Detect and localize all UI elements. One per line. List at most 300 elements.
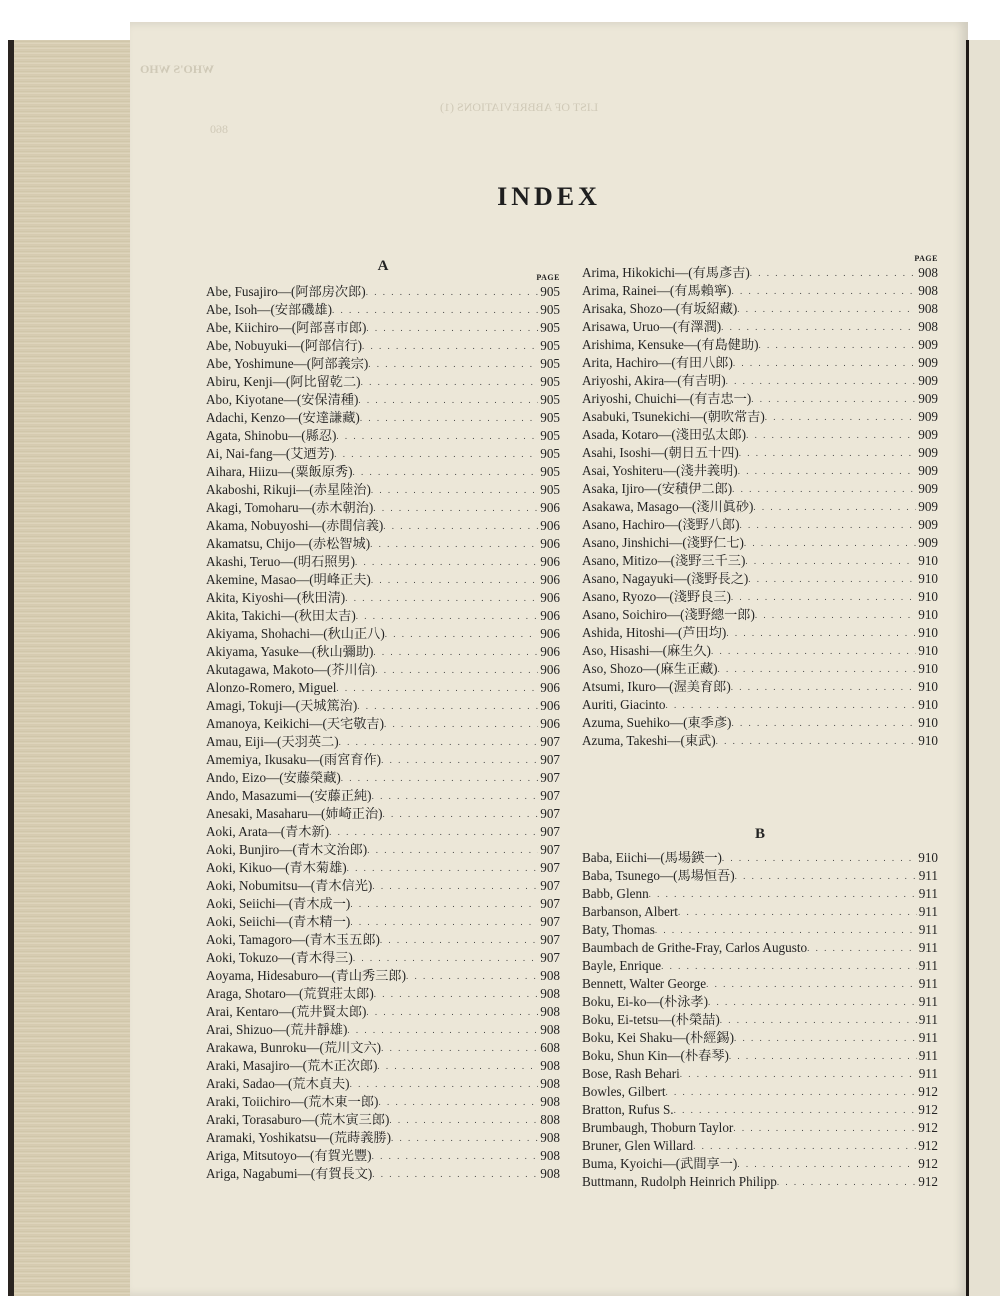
index-entry: [582, 354, 938, 372]
dot-leader: [360, 409, 538, 427]
dot-leader: [666, 696, 917, 714]
book-page-edges: [8, 40, 144, 1296]
dot-leader: [765, 408, 917, 426]
index-entry: [206, 1039, 560, 1057]
entry-page-number: 912: [918, 1174, 938, 1189]
entry-page-number: 908: [918, 319, 938, 334]
dot-leader: [350, 1075, 539, 1093]
entry-page-number: 907: [540, 842, 560, 857]
entry-page-number: 905: [540, 464, 560, 479]
index-entry: [206, 301, 560, 319]
index-entry: [582, 696, 938, 714]
entry-page-number: 910: [918, 625, 938, 640]
index-entry: [206, 1021, 560, 1039]
index-entry: [582, 993, 938, 1011]
entry-name: Araki, Masajiro—(荒木正次郎): [206, 1058, 378, 1073]
dot-leader: [353, 463, 539, 481]
entry-page-number: 910: [918, 661, 938, 676]
entry-page-number: 910: [918, 553, 938, 568]
index-entry: [206, 877, 560, 895]
entry-name: Arima, Rainei—(有馬賴寧): [582, 283, 732, 298]
index-entry: [206, 355, 560, 373]
dot-leader: [731, 678, 917, 696]
entry-name: Amanoya, Keikichi—(天宅敬吉): [206, 716, 384, 731]
entry-name: Ashida, Hitoshi—(芦田均): [582, 625, 727, 640]
entry-name: Arita, Hachiro—(有田八郎): [582, 355, 733, 370]
facing-page-edge: [966, 40, 1000, 1296]
index-entry: [582, 1155, 938, 1173]
entry-page-number: 906: [540, 500, 560, 515]
entry-name: Aoki, Seiichi—(青木成一): [206, 896, 351, 911]
entry-page-number: 908: [540, 1148, 560, 1163]
index-entry: [582, 516, 938, 534]
index-entry: [206, 697, 560, 715]
entry-page-number: 905: [540, 392, 560, 407]
dot-leader: [738, 462, 917, 480]
index-entry: [582, 570, 938, 588]
entry-name: Azuma, Suehiko—(東季彥): [582, 715, 732, 730]
bleed-through-text: LIST OF ABBREVIATIONS (1): [440, 100, 599, 114]
index-entry: [582, 552, 938, 570]
dot-leader: [753, 498, 916, 516]
dot-leader: [755, 606, 916, 624]
dot-leader: [336, 679, 538, 697]
dot-leader: [750, 264, 916, 282]
entry-name: Akita, Takichi—(秋田太吉): [206, 608, 356, 623]
entry-page-number: 909: [918, 499, 938, 514]
index-entry: [206, 895, 560, 913]
dot-leader: [745, 552, 916, 570]
dot-leader: [377, 1057, 538, 1075]
entry-page-number: 907: [540, 824, 560, 839]
dot-leader: [759, 336, 917, 354]
dot-leader: [732, 480, 916, 498]
entry-page-number: 907: [540, 788, 560, 803]
entry-name: Baty, Thomas: [582, 922, 655, 937]
entry-page-number: 907: [540, 878, 560, 893]
entry-page-number: 908: [540, 1166, 560, 1181]
entry-page-number: 907: [540, 752, 560, 767]
index-entry: [206, 373, 560, 391]
entry-name: Atsumi, Ikuro—(渥美育郎): [582, 679, 731, 694]
entry-name: Ariga, Mitsutoyo—(有賀光豐): [206, 1148, 372, 1163]
index-entry: [206, 841, 560, 859]
entry-name: Arai, Shizuo—(荒井靜雄): [206, 1022, 348, 1037]
entry-name: Abiru, Kenji—(阿比留乾二): [206, 374, 361, 389]
index-entry: [582, 534, 938, 552]
entry-page-number: 909: [918, 355, 938, 370]
entry-name: Aso, Hisashi—(麻生久): [582, 643, 711, 658]
index-entry: [206, 661, 560, 679]
index-entry: [582, 714, 938, 732]
entry-name: Akashi, Teruo—(明石照男): [206, 554, 356, 569]
bleed-through-text: 860: [210, 122, 228, 136]
entry-name: Baba, Tsunego—(馬場恒吾): [582, 868, 735, 883]
index-entry: [582, 957, 938, 975]
dot-leader: [746, 426, 916, 444]
entry-name: Akagi, Tomoharu—(赤木朝治): [206, 500, 374, 515]
entry-name: Aoki, Nobumitsu—(青木信光): [206, 878, 373, 893]
index-entry: [582, 462, 938, 480]
index-entry: [582, 444, 938, 462]
index-entry: [582, 1065, 938, 1083]
entry-page-number: 912: [918, 1120, 938, 1135]
index-entry: [206, 1003, 560, 1021]
index-entry: [582, 318, 938, 336]
entry-page-number: 910: [918, 607, 938, 622]
index-entry: [582, 1047, 938, 1065]
entry-page-number: 909: [918, 463, 938, 478]
entry-name: Araki, Toiichiro—(荒木東一郎): [206, 1094, 379, 1109]
entry-page-number: 908: [918, 283, 938, 298]
dot-leader: [345, 589, 538, 607]
index-entry: [582, 624, 938, 642]
index-entry: [206, 733, 560, 751]
entry-name: Aoki, Tamagoro—(青木玉五郎): [206, 932, 380, 947]
entry-page-number: 905: [540, 446, 560, 461]
index-column-a: [206, 258, 560, 1183]
entry-name: Arakawa, Bunroku—(荒川文六): [206, 1040, 382, 1055]
dot-leader: [711, 642, 916, 660]
entry-page-number: 912: [918, 1102, 938, 1117]
index-entry: [582, 588, 938, 606]
index-entry: [206, 913, 560, 931]
index-entry: [206, 769, 560, 787]
dot-leader: [366, 1003, 538, 1021]
entry-name: Asahi, Isoshi—(朝日五十四): [582, 445, 739, 460]
entry-page-number: 608: [540, 1040, 560, 1055]
entry-name: Arai, Kentaro—(荒井賢太郎): [206, 1004, 367, 1019]
entry-name: Adachi, Kenzo—(安達謙藏): [206, 410, 360, 425]
dot-leader: [406, 967, 538, 985]
entry-page-number: 910: [918, 697, 938, 712]
entry-page-number: 909: [918, 517, 938, 532]
entry-name: Azuma, Takeshi—(東武): [582, 733, 716, 748]
entry-page-number: 911: [918, 958, 938, 973]
entry-name: Ai, Nai-fang—(艾迺芳): [206, 446, 335, 461]
entry-name: Boku, Ei-tetsu—(朴榮喆): [582, 1012, 720, 1027]
entry-name: Asakawa, Masago—(淺川眞砂): [582, 499, 754, 514]
entry-page-number: 905: [540, 320, 560, 335]
entry-page-number: 911: [918, 886, 938, 901]
index-entry: [206, 499, 560, 517]
dot-leader: [372, 787, 539, 805]
dot-leader: [350, 895, 538, 913]
entry-name: Bowles, Gilbert: [582, 1084, 666, 1099]
entry-page-number: 905: [540, 356, 560, 371]
entry-page-number: 908: [540, 986, 560, 1001]
dot-leader: [721, 318, 916, 336]
dot-leader: [380, 931, 538, 949]
index-entry: [582, 264, 938, 282]
entry-name: Araki, Torasaburo—(荒木寅三郎): [206, 1112, 390, 1127]
page-title: INDEX: [497, 182, 601, 211]
index-entry: [206, 391, 560, 409]
entry-list: [206, 283, 560, 1183]
entry-page-number: 909: [918, 427, 938, 442]
index-entry: [582, 1119, 938, 1137]
entry-page-number: 911: [918, 904, 938, 919]
entry-page-number: 908: [540, 968, 560, 983]
entry-page-number: 909: [918, 373, 938, 388]
entry-name: Amau, Eiji—(天羽英二): [206, 734, 339, 749]
index-entry: [206, 589, 560, 607]
index-entry: [582, 282, 938, 300]
dot-leader: [334, 445, 538, 463]
entry-name: Amemiya, Ikusaku—(雨宮育作): [206, 752, 382, 767]
entry-page-number: 905: [540, 482, 560, 497]
dot-leader: [655, 921, 917, 939]
dot-leader: [383, 805, 539, 823]
entry-list: [582, 849, 938, 1191]
page-column-header: PAGE: [536, 273, 560, 282]
entry-page-number: 911: [918, 922, 938, 937]
index-entry: [582, 372, 938, 390]
index-entry: [206, 625, 560, 643]
entry-name: Asano, Mitizo—(淺野三千三): [582, 553, 746, 568]
dot-leader: [726, 372, 917, 390]
entry-name: Aoki, Tokuzo—(青木得三): [206, 950, 353, 965]
entry-page-number: 906: [540, 698, 560, 713]
entry-page-number: 909: [918, 409, 938, 424]
index-entry: [206, 715, 560, 733]
entry-name: Asai, Yoshiteru—(淺井義明): [582, 463, 738, 478]
index-entry: [206, 463, 560, 481]
dot-leader: [383, 517, 538, 535]
entry-name: Asada, Kotaro—(淺田弘太郎): [582, 427, 747, 442]
entry-name: Buttmann, Rudolph Heinrich Philipp: [582, 1174, 777, 1189]
index-entry: [206, 1147, 560, 1165]
dot-leader: [332, 301, 538, 319]
entry-name: Abo, Kiyotane—(安保清種): [206, 392, 359, 407]
entry-name: Akiyama, Shohachi—(秋山正八): [206, 626, 385, 641]
entry-name: Ariyoshi, Akira—(有吉明): [582, 373, 726, 388]
entry-page-number: 911: [918, 1048, 938, 1063]
dot-leader: [722, 849, 916, 867]
entry-name: Arishima, Kensuke—(有島健助): [582, 337, 759, 352]
index-entry: [582, 849, 938, 867]
entry-page-number: 905: [540, 302, 560, 317]
entry-page-number: 905: [540, 284, 560, 299]
dot-leader: [371, 481, 538, 499]
index-entry: [582, 1083, 938, 1101]
dot-leader: [347, 1021, 538, 1039]
dot-leader: [385, 625, 538, 643]
dot-leader: [733, 1119, 916, 1137]
index-entry: [582, 903, 938, 921]
index-entry: [206, 1093, 560, 1111]
entry-page-number: 911: [918, 1030, 938, 1045]
entry-page-number: 905: [540, 374, 560, 389]
index-entry: [206, 409, 560, 427]
entry-name: Asaka, Ijiro—(安積伊二郎): [582, 481, 733, 496]
entry-name: Arima, Hikokichi—(有馬彥吉): [582, 265, 750, 280]
entry-name: Ando, Masazumi—(安藤正純): [206, 788, 372, 803]
index-entry: [582, 498, 938, 516]
entry-page-number: 907: [540, 896, 560, 911]
entry-name: Baba, Eiichi—(馬場鍈一): [582, 850, 722, 865]
entry-name: Akiyama, Yasuke—(秋山彌助): [206, 644, 374, 659]
entry-name: Araga, Shotaro—(荒賀莊太郎): [206, 986, 374, 1001]
entry-name: Asano, Jinshichi—(淺野仁七): [582, 535, 744, 550]
index-entry: [582, 642, 938, 660]
dot-leader: [373, 499, 538, 517]
entry-page-number: 906: [540, 518, 560, 533]
dot-leader: [372, 1147, 539, 1165]
dot-leader: [350, 913, 538, 931]
entry-page-number: 907: [540, 860, 560, 875]
entry-name: Aoki, Bunjiro—(青木文治郎): [206, 842, 368, 857]
dot-leader: [358, 391, 538, 409]
index-entry: [582, 300, 938, 318]
index-entry: [206, 823, 560, 841]
entry-page-number: 906: [540, 680, 560, 695]
index-entry: [582, 921, 938, 939]
index-entry: [582, 606, 938, 624]
index-entry: [582, 678, 938, 696]
index-entry: [206, 337, 560, 355]
entry-name: Asabuki, Tsunekichi—(朝吹常吉): [582, 409, 765, 424]
entry-page-number: 910: [918, 589, 938, 604]
section-letter-a: A: [377, 258, 389, 274]
dot-leader: [751, 390, 916, 408]
entry-page-number: 905: [540, 428, 560, 443]
index-entry: [582, 867, 938, 885]
index-entry: [206, 481, 560, 499]
dot-leader: [368, 355, 538, 373]
dot-leader: [733, 354, 916, 372]
dot-leader: [381, 1039, 538, 1057]
entry-name: Amagi, Tokuji—(天城篤治): [206, 698, 358, 713]
dot-leader: [708, 993, 917, 1011]
index-entry: [206, 553, 560, 571]
entry-page-number: 907: [540, 806, 560, 821]
entry-name: Anesaki, Masaharu—(姉崎正治): [206, 806, 383, 821]
dot-leader: [367, 841, 538, 859]
dot-leader: [341, 769, 538, 787]
entry-name: Akutagawa, Makoto—(芥川信): [206, 662, 376, 677]
dot-leader: [678, 903, 917, 921]
dot-leader: [706, 975, 917, 993]
dot-leader: [737, 300, 916, 318]
dot-leader: [347, 859, 539, 877]
dot-leader: [329, 823, 538, 841]
dot-leader: [366, 319, 538, 337]
index-entry: [206, 319, 560, 337]
entry-name: Alonzo-Romero, Miguel: [206, 680, 337, 695]
entry-name: Aramaki, Yoshikatsu—(荒蒔義勝): [206, 1130, 391, 1145]
dot-leader: [718, 660, 917, 678]
entry-name: Araki, Sadao—(荒木貞夫): [206, 1076, 350, 1091]
entry-page-number: 912: [918, 1138, 938, 1153]
entry-page-number: 906: [540, 608, 560, 623]
entry-page-number: 908: [540, 1022, 560, 1037]
dot-leader: [716, 732, 917, 750]
entry-list: [582, 264, 938, 750]
index-entry: [206, 931, 560, 949]
index-entry: [582, 480, 938, 498]
entry-page-number: 907: [540, 950, 560, 965]
index-entry: [582, 885, 938, 903]
entry-page-number: 908: [540, 1004, 560, 1019]
index-entry: [582, 336, 938, 354]
dot-leader: [372, 877, 538, 895]
index-entry: [582, 939, 938, 957]
entry-page-number: 808: [540, 1112, 560, 1127]
entry-name: Akemine, Masao—(明峰正夫): [206, 572, 371, 587]
entry-page-number: 909: [918, 391, 938, 406]
dot-leader: [720, 1011, 917, 1029]
dot-leader: [744, 534, 916, 552]
dot-leader: [649, 885, 917, 903]
entry-name: Bratton, Rufus S.: [582, 1102, 674, 1117]
entry-page-number: 910: [918, 715, 938, 730]
dot-leader: [735, 867, 917, 885]
entry-page-number: 911: [918, 940, 938, 955]
index-entry: [206, 985, 560, 1003]
entry-page-number: 911: [918, 1066, 938, 1081]
entry-name: Aoki, Seiichi—(青木精一): [206, 914, 351, 929]
page-column-header: PAGE: [914, 254, 938, 263]
dot-leader: [734, 1029, 917, 1047]
index-entry: [582, 1101, 938, 1119]
index-entry: [206, 751, 560, 769]
entry-name: Buma, Kyoichi—(武間享一): [582, 1156, 738, 1171]
entry-page-number: 908: [540, 1058, 560, 1073]
dot-leader: [731, 588, 916, 606]
entry-name: Akama, Nobuyoshi—(赤間信義): [206, 518, 384, 533]
index-entry: [582, 1137, 938, 1155]
entry-page-number: 909: [918, 535, 938, 550]
index-entry: [206, 679, 560, 697]
index-entry: [206, 1057, 560, 1075]
entry-name: Baumbach de Grithe-Fray, Carlos Augusto: [582, 940, 808, 955]
index-entry: [582, 408, 938, 426]
entry-page-number: 909: [918, 481, 938, 496]
section-letter-b: B: [754, 826, 765, 842]
entry-page-number: 910: [918, 571, 938, 586]
entry-name: Abe, Kiichiro—(阿部喜市郎): [206, 320, 367, 335]
entry-page-number: 906: [540, 536, 560, 551]
entry-page-number: 908: [540, 1094, 560, 1109]
dot-leader: [381, 751, 538, 769]
entry-page-number: 911: [918, 1012, 938, 1027]
index-entry: [206, 1111, 560, 1129]
entry-page-number: 908: [540, 1130, 560, 1145]
entry-name: Boku, Ei-ko—(朴泳孝): [582, 994, 709, 1009]
entry-name: Asano, Hachiro—(淺野八郎): [582, 517, 740, 532]
entry-page-number: 906: [540, 554, 560, 569]
dot-leader: [739, 444, 916, 462]
dot-leader: [666, 1083, 917, 1101]
entry-page-number: 906: [540, 572, 560, 587]
entry-name: Akamatsu, Chijo—(赤松智城): [206, 536, 371, 551]
dot-leader: [807, 939, 917, 957]
dot-leader: [370, 535, 538, 553]
index-entry: [206, 1165, 560, 1183]
dot-leader: [389, 1111, 538, 1129]
dot-leader: [361, 373, 539, 391]
index-entry: [582, 1011, 938, 1029]
entry-page-number: 905: [540, 410, 560, 425]
entry-name: Arisawa, Uruo—(有澤潤): [582, 319, 722, 334]
index-entry: [206, 607, 560, 625]
entry-page-number: 912: [918, 1084, 938, 1099]
index-entry: [206, 787, 560, 805]
entry-page-number: 905: [540, 338, 560, 353]
index-page: [130, 22, 968, 1296]
index-entry: [206, 949, 560, 967]
